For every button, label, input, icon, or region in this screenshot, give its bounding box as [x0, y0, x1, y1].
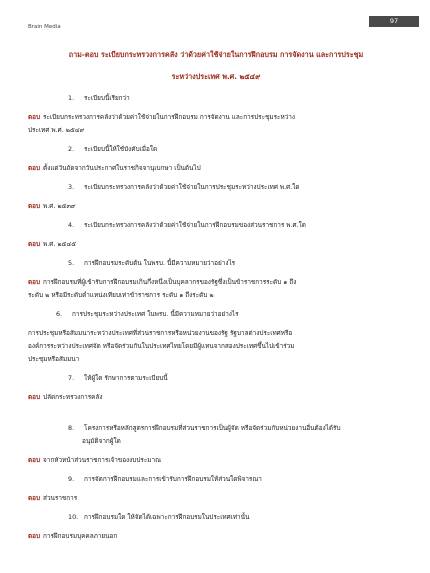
question-2 — [28, 143, 400, 156]
question-number: 5. — [68, 259, 75, 267]
answer-text: พ.ศ. ๒๕๔๕ — [43, 240, 77, 248]
answer-2 — [28, 162, 400, 175]
question-text: ระเบียบนี้เรียกว่า — [84, 94, 130, 102]
question-text: การฝึกอบรมใด ให้จัดได้เฉพาะการฝึกอบรมในประเทศเท่านั้น — [84, 513, 250, 521]
answer-3 — [28, 200, 400, 213]
answer-1 — [28, 111, 400, 137]
question-number: 9. — [68, 475, 75, 483]
question-text: โครงการหรือหลักสูตรการฝึกอบรมที่ส่วนราชการเป็นผู้จัด หรือจัดร่วมกับหน่วยงานอื่นต้องได้รับ — [84, 424, 341, 432]
answer-text: จากหัวหน้าส่วนราชการเจ้าของงบประมาณ — [43, 456, 161, 464]
question-number: 2. — [68, 145, 75, 153]
answer-8 — [28, 454, 400, 467]
question-1 — [28, 92, 400, 105]
answer-9 — [28, 492, 400, 505]
answer-text-cont: ระดับ ๒ หรือมีระดับตำแหน่งเทียบเท่าข้าราชการ ระดับ ๑ ถึงระดับ ๒ — [28, 291, 214, 299]
answer-text-cont: ประชุมหรือสัมมนา — [28, 355, 80, 363]
question-number: 6. — [56, 310, 63, 318]
answer-label: ตอบ — [28, 164, 41, 172]
question-text-cont: อนุมัติจากผู้ใด — [82, 437, 121, 445]
answer-label: ตอบ — [28, 240, 41, 248]
question-3 — [28, 181, 400, 194]
question-text: ระเบียบกระทรวงการคลังว่าด้วยค่าใช้จ่ายในการประชุมระหว่างประเทศ พ.ศ.ใด — [84, 183, 300, 191]
answer-text: การฝึกอบรมบุคคลภายนอก — [43, 532, 118, 540]
answer-label: ตอบ — [28, 202, 41, 210]
answer-text-cont: ประเทศ พ.ศ. ๒๕๔๙ — [28, 126, 85, 134]
answer-label: ตอบ — [28, 532, 41, 540]
question-text: การจัดการฝึกอบรมและการเข้ารับการฝึกอบรมให้ส่วนใดพิจารณา — [84, 475, 262, 483]
question-number: 3. — [68, 183, 75, 191]
question-5 — [28, 257, 400, 270]
answer-text: ตั้งแต่วันถัดจากวันประกาศในราชกิจจานุเบกษา เป็นต้นไป — [43, 164, 201, 172]
spacer — [28, 410, 400, 422]
answer-label: ตอบ — [28, 278, 41, 286]
question-text: การประชุมระหว่างประเทศ ในพรบ. นี้มีความหมายว่าอย่างไร — [72, 310, 239, 318]
question-6 — [28, 308, 400, 321]
answer-text: ปลัดกระทรวงการคลัง — [43, 393, 103, 401]
question-number: 1. — [68, 94, 75, 102]
answer-label: ตอบ — [28, 494, 41, 502]
answer-label: ตอบ — [28, 456, 41, 464]
answer-6 — [28, 327, 400, 366]
question-text: การฝึกอบรมระดับต้น ในพรบ. นี้มีความหมายว่าอย่างไร — [84, 259, 236, 267]
question-9 — [28, 473, 400, 486]
answer-10 — [28, 530, 400, 543]
question-text: ระเบียบนี้ให้ใช้บังคับเมื่อใด — [84, 145, 158, 153]
qa-content — [28, 92, 400, 549]
answer-label: ตอบ — [28, 393, 41, 401]
title-line-2: ระหว่างประเทศ พ.ศ. ๒๕๔๙ — [171, 72, 261, 81]
question-number: 8. — [68, 424, 75, 432]
question-number: 10. — [68, 513, 79, 521]
answer-text: การประชุมหรือสัมมนาระหว่างประเทศที่ส่วนราชการหรือหน่วยงานของรัฐ รัฐบาลต่างประเทศหรือ — [28, 329, 293, 337]
answer-7 — [28, 391, 400, 404]
question-number: 7. — [68, 374, 75, 382]
question-text: ระเบียบกระทรวงการคลังว่าด้วยค่าใช้จ่ายในการฝึกอบรมของส่วนราชการ พ.ศ.ใด — [84, 221, 306, 229]
answer-text: ส่วนราชการ — [43, 494, 78, 502]
answer-text-cont: องค์การระหว่างประเทศจัด หรือจัดร่วมกันในประเทศไทยโดยมีผู้แทนจากสองประเทศขึ้นไปเข้าร่วม — [28, 342, 295, 350]
question-7 — [28, 372, 400, 385]
question-text: ให้ผู้ใด รักษาการตามระเบียบนี้ — [84, 374, 168, 382]
answer-label: ตอบ — [28, 113, 41, 121]
question-10 — [28, 511, 400, 524]
answer-4 — [28, 238, 400, 251]
answer-text: พ.ศ. ๒๕๓๙ — [43, 202, 76, 210]
page-number-badge: 97 — [369, 16, 419, 27]
question-8 — [28, 422, 400, 448]
header-brand: Brain Media — [28, 24, 61, 30]
question-4 — [28, 219, 400, 232]
answer-text: การฝึกอบรมที่ผู้เข้ารับการฝึกอบรมเกินกึ่งหนึ่งเป็นบุคลากรของรัฐซึ่งเป็นข้าราชการระดับ ๑ ถึง — [43, 278, 297, 286]
answer-text: ระเบียบกระทรวงการคลังว่าด้วยค่าใช้จ่ายในการฝึกอบรม การจัดงาน และการประชุมระหว่าง — [43, 113, 295, 121]
title-line-1: ถาม-ตอบ ระเบียบกระทรวงการคลัง ว่าด้วยค่าใช้จ่ายในการฝึกอบรม การจัดงาน และการประชุม — [68, 50, 364, 59]
page-title — [30, 44, 402, 88]
answer-5 — [28, 276, 400, 302]
question-number: 4. — [68, 221, 75, 229]
